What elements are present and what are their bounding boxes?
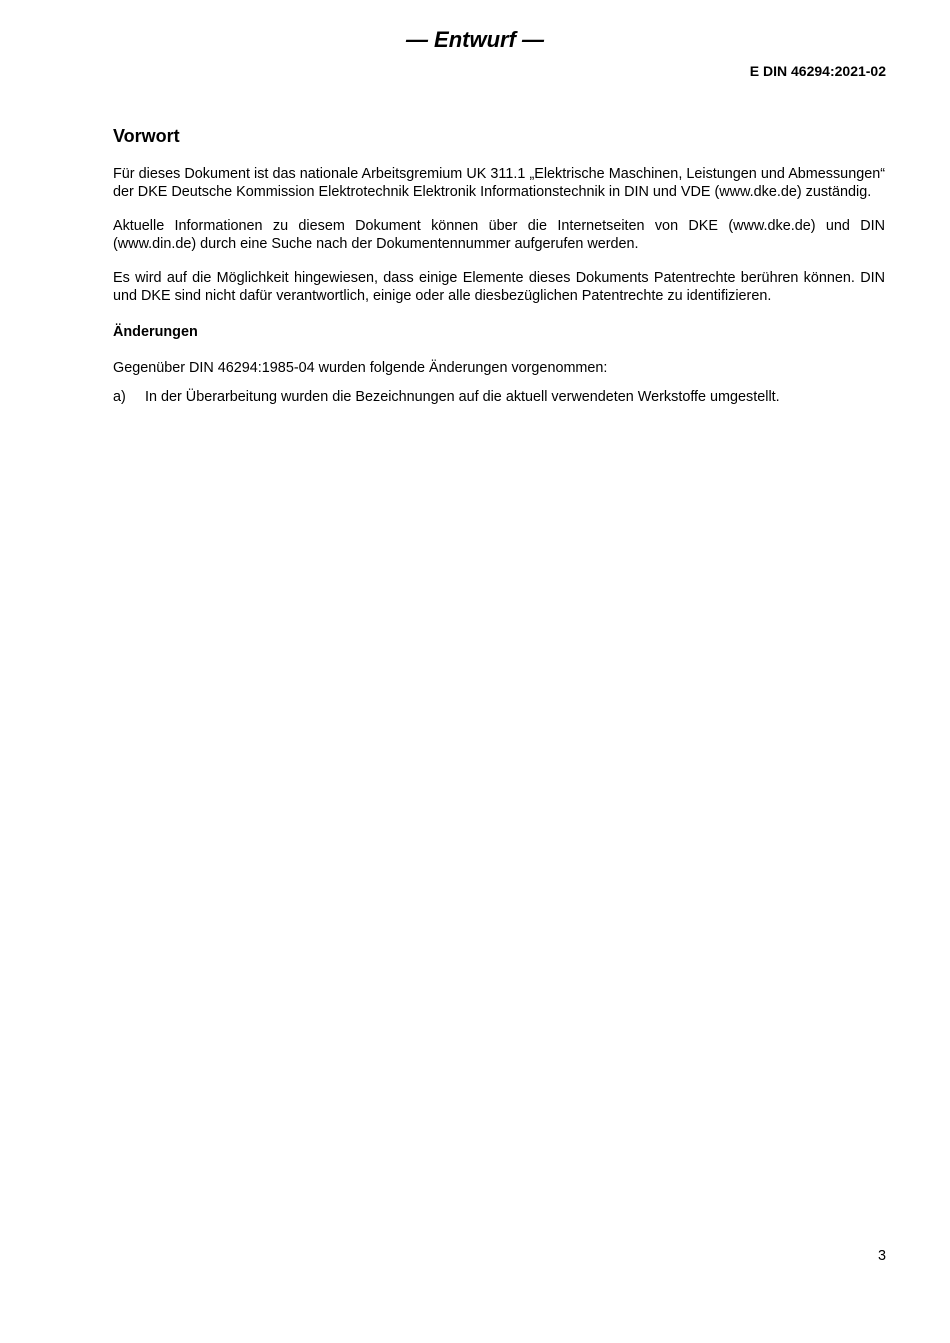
document-id: E DIN 46294:2021-02: [749, 63, 886, 79]
foreword-paragraph-responsibility: Für dieses Dokument ist das nationale Arbeitsgremium UK 311.1 „Elektrische Maschinen, Leistungen und Abmessungen“ der DKE Deutsche Kommission Elektrotechnik Elektronik Informationstechnik in DIN und VDE (www.dke.de) zuständig.: [113, 166, 885, 200]
list-item-marker: a): [113, 389, 126, 406]
draft-banner: — Entwurf —: [405, 27, 545, 52]
changes-intro: Gegenüber DIN 46294:1985-04 wurden folgende Änderungen vorgenommen:: [113, 359, 608, 376]
foreword-paragraph-patents: Es wird auf die Möglichkeit hingewiesen, dass einige Elemente dieses Dokuments Patentrechte berühren können. DIN und DKE sind nicht dafür verantwortlich, einige oder alle diesbezüglichen Patentrechte zu identifizieren.: [113, 270, 885, 304]
foreword-paragraph-information: Aktuelle Informationen zu diesem Dokument können über die Internetseiten von DKE (www.dke.de) und DIN (www.din.de) durch eine Suche nach der Dokumentennummer aufgerufen werden.: [113, 218, 885, 252]
page-content: [113, 124, 885, 407]
foreword-title: Vorwort: [113, 126, 180, 146]
list-item: [113, 389, 885, 407]
list-item-text: In der Überarbeitung wurden die Bezeichnungen auf die aktuell verwendeten Werkstoffe umgestellt.: [145, 389, 780, 406]
page-number: 3: [877, 1248, 886, 1264]
changes-title: Änderungen: [113, 323, 198, 340]
